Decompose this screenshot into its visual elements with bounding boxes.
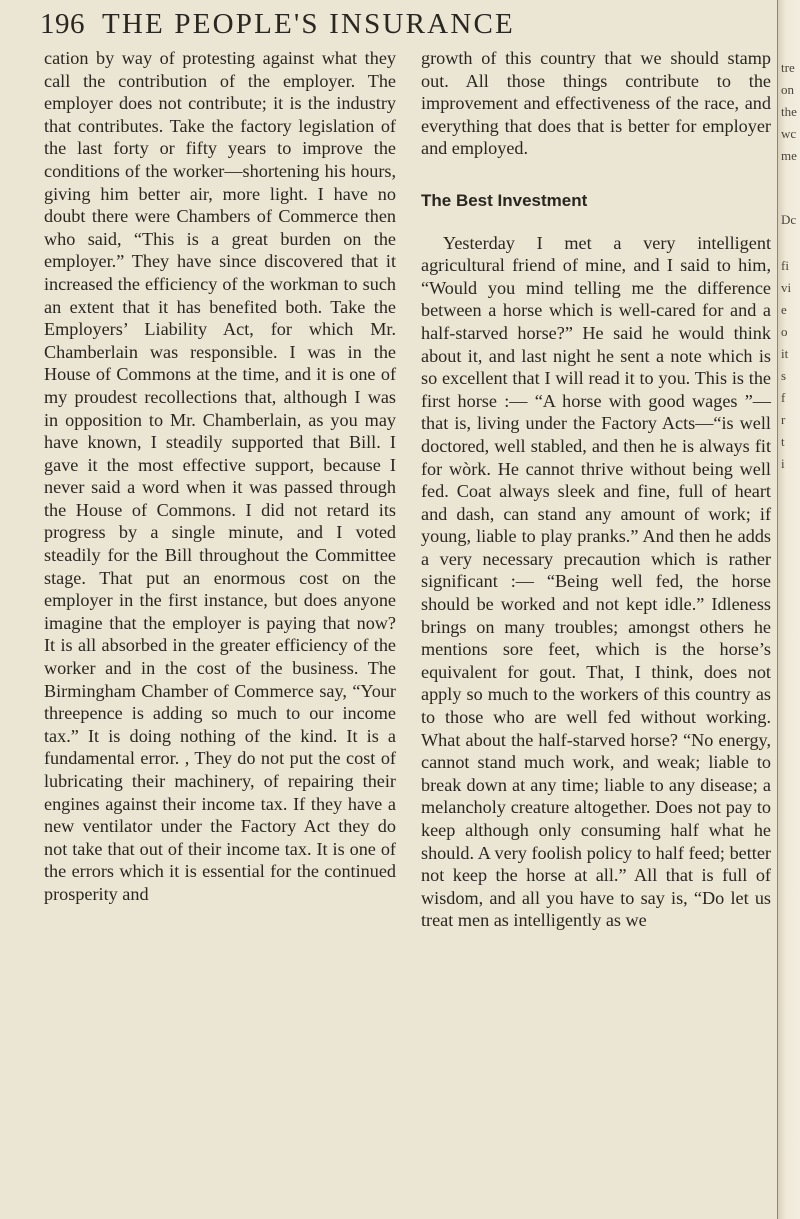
section-paragraph: Yesterday I met a very intelligent agricultural friend of mine, and I said to him, “Would you mind telling me the difference between a horse which is well-cared for and a half-starved horse?” He said he would think about it, and last night he sent a note which is so excellent that I will read it to you. This is the first horse :— “A horse with good wages ”—that is, living under the Factory Acts—“is well doctored, well stabled, and then he is always fit for wòrk. He cannot thrive without being well fed. Coat always sleek and fine, full of heart and dash, can stand any amount of work; if young, liable to play pranks.” And then he adds a very necessary precaution which is rather significant :— “Being well fed, the horse should be worked and not kept idle.” Idleness brings on many troubles; amongst others he mentions sore feet, which is the horse’s equivalent for gout. That, I think, does not apply so much to the workers of this country as to those who are well fed without working. What about the half-starved horse? “No energy, cannot stand much work, and weak; liable to break down at any time; liable to any disease; a melancholy creature altogether. Does not pay to keep although only consuming half what he should. A very foolish policy to half feed; better not keep the horse at all.” All that is full of wisdom, and all you have to say is, “Do let us treat men as intelligently as we <box>421 232 771 931</box>
facing-fragment: e <box>781 302 787 317</box>
facing-fragment: s <box>781 368 787 383</box>
running-title: THE PEOPLE'S INSURANCE <box>102 8 515 40</box>
facing-fragment: Dc <box>781 212 797 227</box>
left-paragraph: cation by way of protesting against what they call the contribution of the employer. The employer does not contribute; it is the industry that contributes. Take the factory legislation of the last forty or fifty years to improve the conditions of the worker—shortening his hours, giving him better air, more light. I have no doubt there were Chambers of Commerce then who said, “This is a great burden on the employer.” They have since discovered that it increased the efficiency of the workman to such an extent that it has benefited both. Take the Employers’ Liability Act, for which Mr. Chamberlain was responsible. I was in the House of Commons at the time, and it is one of my proudest recollections that, although I was in opposition to Mr. Chamberlain, as you may have known, I steadily supported that Bill. I gave it the most effective support, because I never said a word when it was passed through the House of Commons. I did not retard its progress by a single minute, and I voted steadily for the Bill throughout the Committee stage. That put an enormous cost on the employer in the first instance, but does anyone imagine that the employer is paying that now? It is all absorbed in the greater efficiency of the worker and in the cost of the business. The Birmingham Chamber of Commerce say, “Your threepence is adding so much to our income tax.” It is doing nothing of the kind. It is a fundamental error. , They do not put the cost of lubricating their machinery, of repairing their engines against their income tax. If they have a new ventilator under the Factory Act they do not take that out of their income tax. It is one of the errors which it is essential for the continued prosperity and <box>44 48 396 904</box>
facing-fragment: r <box>781 412 786 427</box>
facing-fragment: f <box>781 390 786 405</box>
page-number: 196 <box>40 8 85 40</box>
running-head <box>40 8 760 48</box>
facing-fragment: wc <box>781 126 797 141</box>
facing-fragment: on <box>781 82 794 97</box>
facing-fragment: me <box>781 148 797 163</box>
facing-fragment: the <box>781 104 797 119</box>
right-column <box>421 47 771 932</box>
facing-fragment: vi <box>781 280 792 295</box>
facing-fragment: o <box>781 324 788 339</box>
facing-page-edge <box>777 0 800 1219</box>
left-column <box>44 47 396 906</box>
right-opening-paragraph: growth of this country that we should stamp out. All those things contribute to the improvement and effectiveness of the race, and everything that does that is better for employer and employed. <box>421 48 771 159</box>
facing-fragment: i <box>781 456 785 471</box>
facing-fragment: tre <box>781 60 795 75</box>
facing-fragment: it <box>781 346 789 361</box>
facing-fragment: t <box>781 434 785 449</box>
facing-fragment: fi <box>781 258 789 273</box>
section-heading: The Best Investment <box>421 190 588 210</box>
